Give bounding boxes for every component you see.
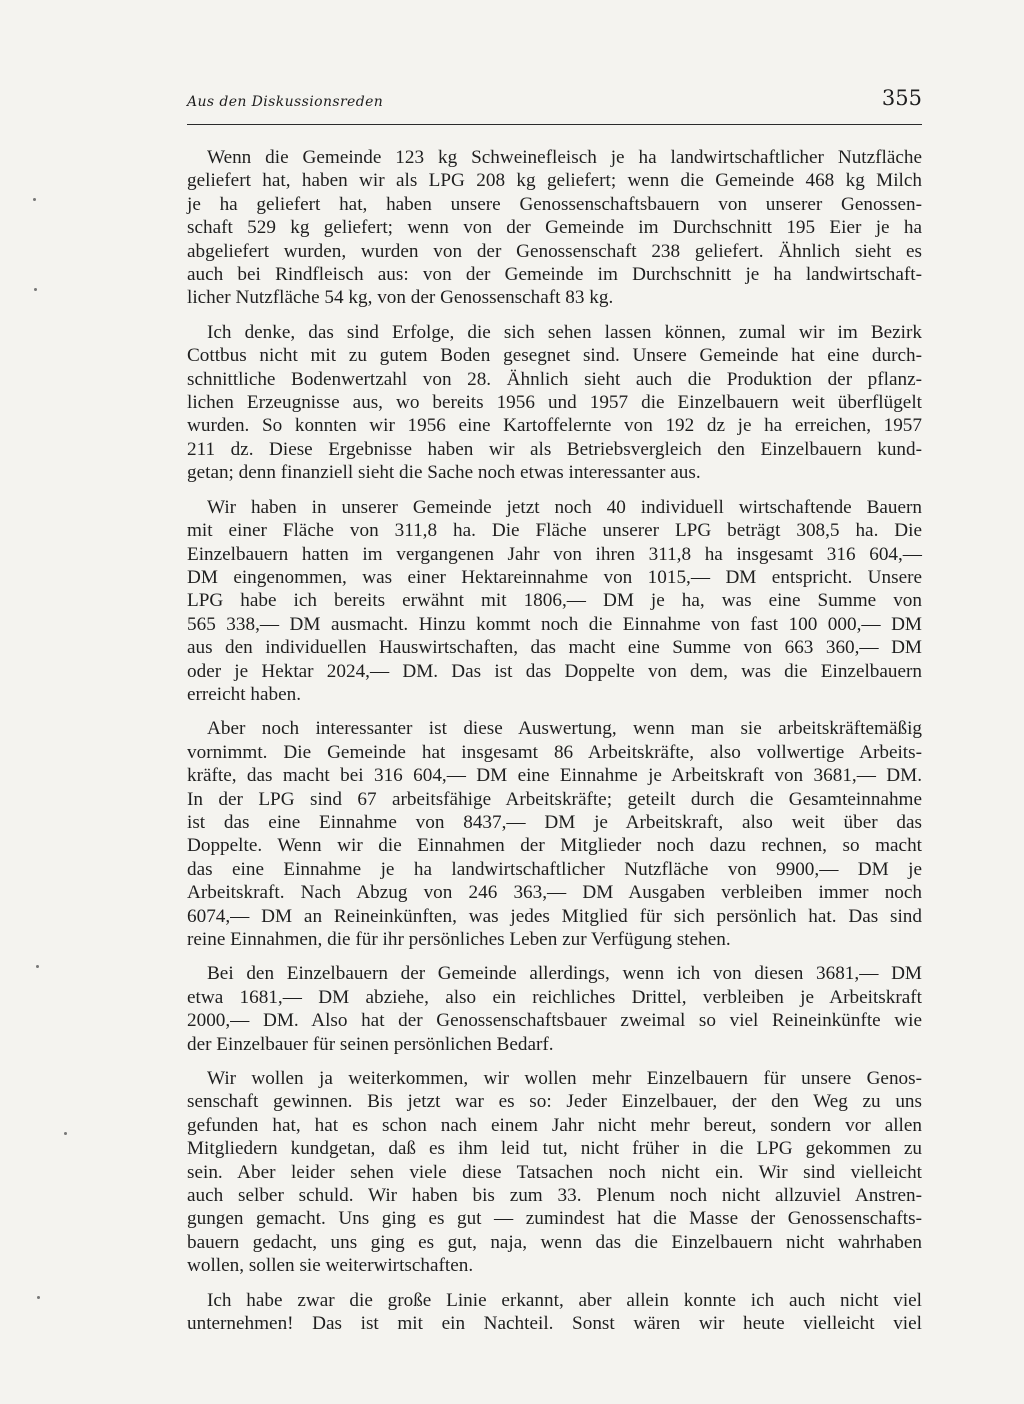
text-line: Doppelte. Wenn wir die Einnahmen der Mitglieder noch dazu rechnen, so macht <box>187 835 922 857</box>
text-line: getan; denn finanziell sieht die Sache noch etwas interessanter aus. <box>187 462 701 484</box>
scan-speck <box>33 198 36 201</box>
page-number: 355 <box>881 86 922 110</box>
text-line: mit einer Fläche von 311,8 ha. Die Fläche unserer LPG beträgt 308,5 ha. Die <box>187 520 922 542</box>
text-line: ist das eine Einnahme von 8437,— DM je Arbeitskraft, also weit über das <box>187 811 922 833</box>
scan-speck <box>34 288 37 291</box>
text-line: Mitgliedern kundgetan, daß es ihm leid tut, nicht früher in die LPG gekommen zu <box>187 1138 922 1160</box>
text-line: gefunden hat, hat es schon nach einem Jahr nicht mehr bereut, sondern vor allen <box>187 1114 922 1136</box>
text-line: schaft 529 kg geliefert; wenn von der Gemeinde im Durchschnitt 195 Eier je ha <box>187 217 922 239</box>
text-line: Ich habe zwar die große Linie erkannt, aber allein konnte ich auch nicht viel <box>207 1289 922 1311</box>
text-line: sein. Aber leider sehen viele diese Tatsachen noch nicht ein. Wir sind vielleicht <box>187 1161 922 1183</box>
scan-speck <box>37 1296 40 1299</box>
paragraph <box>187 321 922 485</box>
text-line: bauern gedacht, uns ging es gut, naja, wenn das die Einzelbauern nicht wahrhaben <box>187 1231 922 1253</box>
paragraph <box>187 146 922 310</box>
running-title: Aus den Diskussionsreden <box>187 94 384 110</box>
text-line: abgeliefert wurden, wurden von der Genossenschaft 238 geliefert. Ähnlich sieht es <box>187 240 922 262</box>
text-line: Aber noch interessanter ist diese Auswertung, wenn man sie arbeitskräftemäßig <box>207 718 922 740</box>
scan-speck <box>64 1132 67 1135</box>
text-line: wollen, sollen sie weiterwirtschaften. <box>187 1255 474 1277</box>
paragraph <box>187 1067 922 1278</box>
text-line: das eine Einnahme je ha landwirtschaftlicher Nutzfläche von 9900,— DM je <box>187 858 922 880</box>
text-line: Einzelbauern hatten im vergangenen Jahr von ihren 311,8 ha insgesamt 316 604,— <box>187 543 922 565</box>
text-line: senschaft gewinnen. Bis jetzt war es so: Jeder Einzelbauer, der den Weg zu uns <box>187 1091 922 1113</box>
text-line: DM eingenommen, was einer Hektareinnahme von 1015,— DM entspricht. Unsere <box>187 566 922 588</box>
text-line: Arbeitskraft. Nach Abzug von 246 363,— DM Ausgaben verbleiben immer noch <box>187 882 922 904</box>
text-line: etwa 1681,— DM abziehe, also ein reichliches Drittel, verbleiben je Arbeitskraft <box>187 986 922 1008</box>
paragraph <box>187 1289 922 1336</box>
text-line: licher Nutzfläche 54 kg, von der Genossenschaft 83 kg. <box>187 287 614 309</box>
text-line: Bei den Einzelbauern der Gemeinde allerdings, wenn ich von diesen 3681,— DM <box>207 963 922 985</box>
text-line: Cottbus nicht mit zu gutem Boden gesegnet sind. Unsere Gemeinde hat eine durch- <box>187 345 922 367</box>
text-line: Ich denke, das sind Erfolge, die sich sehen lassen können, zumal wir im Bezirk <box>207 321 922 343</box>
text-line: unternehmen! Das ist mit ein Nachteil. Sonst wären wir heute vielleicht viel <box>187 1313 922 1335</box>
text-line: Wir wollen ja weiterkommen, wir wollen mehr Einzelbauern für unsere Genos- <box>207 1068 922 1090</box>
running-header <box>187 88 922 125</box>
paragraph <box>187 496 922 707</box>
text-line: In der LPG sind 67 arbeitsfähige Arbeitskräfte; geteilt durch die Gesamteinnahme <box>187 788 922 810</box>
text-line: 565 338,— DM ausmacht. Hinzu kommt noch die Einnahme von fast 100 000,— DM <box>187 613 922 635</box>
text-line: auch selber schuld. Wir haben bis zum 33. Plenum noch nicht allzuviel Anstren- <box>187 1185 922 1207</box>
text-line: wurden. So konnten wir 1956 eine Kartoffelernte von 192 dz je ha erreichen, 1957 <box>187 415 922 437</box>
text-line: schnittliche Bodenwertzahl von 28. Ähnlich sieht auch die Produktion der pflanz- <box>187 368 922 390</box>
text-line: lichen Erzeugnisse aus, wo bereits 1956 und 1957 die Einzelbauern weit überflügelt <box>187 392 922 414</box>
text-line: vornimmt. Die Gemeinde hat insgesamt 86 Arbeitskräfte, also vollwertige Arbeits- <box>187 741 922 763</box>
text-line: Wir haben in unserer Gemeinde jetzt noch 40 individuell wirtschaftende Bauern <box>207 496 922 518</box>
text-line: 211 dz. Diese Ergebnisse haben wir als Betriebsvergleich den Einzelbauern kund- <box>187 438 922 460</box>
text-line: gungen gemacht. Uns ging es gut — zumindest hat die Masse der Genossenschafts- <box>187 1208 922 1230</box>
scan-speck <box>36 965 39 968</box>
body-text <box>187 146 922 1347</box>
text-line: geliefert hat, haben wir als LPG 208 kg geliefert; wenn die Gemeinde 468 kg Milch <box>187 170 922 192</box>
text-line: oder je Hektar 2024,— DM. Das ist das Doppelte von dem, was die Einzelbauern <box>187 660 922 682</box>
text-line: je ha geliefert hat, haben unsere Genossenschaftsbauern von unserer Genossen- <box>187 193 922 215</box>
text-line: auch bei Rindfleisch aus: von der Gemeinde im Durchschnitt je ha landwirtschaft- <box>187 264 922 286</box>
paragraph <box>187 962 922 1056</box>
text-line: 2000,— DM. Also hat der Genossenschaftsbauer zweimal so viel Reineinkünfte wie <box>187 1010 922 1032</box>
text-line: erreicht haben. <box>187 683 301 705</box>
text-line: LPG habe ich bereits erwähnt mit 1806,— DM je ha, was eine Summe von <box>187 590 922 612</box>
text-line: der Einzelbauer für seinen persönlichen Bedarf. <box>187 1033 554 1055</box>
text-line: kräfte, das macht bei 316 604,— DM eine Einnahme je Arbeitskraft von 3681,— DM. <box>187 765 922 787</box>
text-line: aus den individuellen Hauswirtschaften, das macht eine Summe von 663 360,— DM <box>187 637 922 659</box>
text-line: Wenn die Gemeinde 123 kg Schweinefleisch je ha landwirtschaftlicher Nutzfläche <box>207 147 922 168</box>
text-line: 6074,— DM an Reineinkünften, was jedes Mitglied für sich persönlich hat. Das sind <box>187 905 922 927</box>
paragraph <box>187 717 922 951</box>
text-line: reine Einnahmen, die für ihr persönliches Leben zur Verfügung stehen. <box>187 929 731 950</box>
